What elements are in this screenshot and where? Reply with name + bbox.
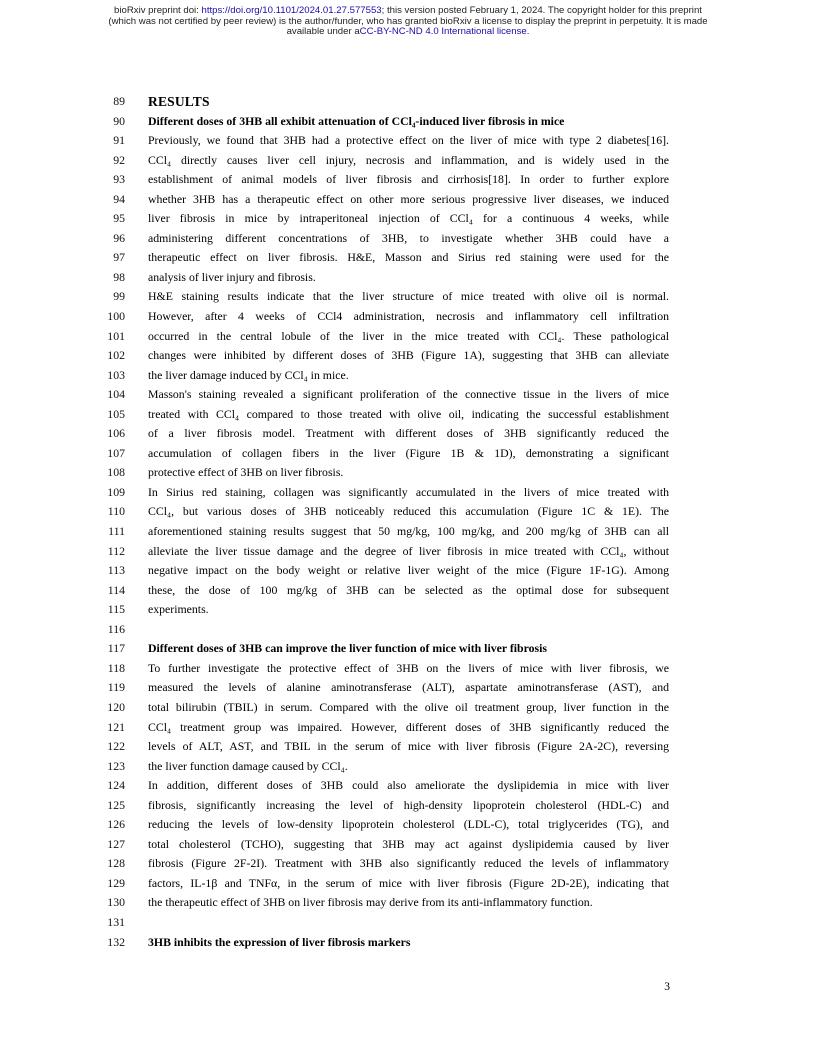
line-text: In addition, different doses of 3HB could also ameliorate the dyslipidemia in mice with liver [148,778,669,793]
line-number: 122 [107,739,125,754]
manuscript-line [0,287,816,307]
manuscript-line [0,933,816,953]
manuscript-line [0,815,816,835]
manuscript-line [0,522,816,542]
line-text: the therapeutic effect of 3HB on liver fibrosis may derive from its anti-inflammatory function. [148,895,593,910]
subsection-heading: 3HB inhibits the expression of liver fibrosis markers [148,934,411,949]
line-number: 89 [113,94,125,108]
line-text: occurred in the central lobule of the liver in the mice treated with CCl₄. These pathological [148,328,669,343]
manuscript-line [0,463,816,483]
line-number: 111 [108,524,125,539]
manuscript-line [0,366,816,386]
line-text: Previously, we found that 3HB had a protective effect on the liver of mice with type 2 diabetes[16]. [148,133,669,148]
line-text: total bilirubin (TBIL) in serum. Compared with the olive oil treatment group, liver function in the [148,699,669,714]
manuscript-line [0,190,816,210]
manuscript-line [0,229,816,249]
line-text: the liver damage induced by CCl₄ in mice. [148,367,349,382]
line-number: 112 [107,543,125,558]
header-line-1 [40,6,776,17]
line-number: 116 [107,621,125,636]
line-number: 92 [113,152,125,167]
manuscript-line [0,913,816,933]
line-number: 108 [107,465,125,480]
manuscript-line [0,639,816,659]
line-text: CCl₄, but various doses of 3HB noticeably reduced this accumulation (Figure 1C & 1E). The [148,504,669,519]
line-number: 113 [107,563,125,578]
line-text: protective effect of 3HB on liver fibrosis. [148,465,344,480]
line-text: alleviate the liver tissue damage and the degree of liver fibrosis in mice treated with CCl₄, without [148,543,669,558]
line-text: measured the levels of alanine aminotransferase (ALT), aspartate aminotransferase (AST), and [148,680,669,695]
line-number: 114 [107,582,125,597]
preprint-header [40,6,776,38]
line-number: 90 [113,113,125,128]
line-number: 91 [113,133,125,148]
manuscript-line [0,659,816,679]
line-text: fibrosis, significantly increasing the level of high-density lipoprotein cholesterol (HDL-C) and [148,797,669,812]
line-number: 103 [107,367,125,382]
header-line3-prefix: available under a [286,26,360,37]
manuscript-line [0,854,816,874]
line-text: fibrosis (Figure 2F-2I). Treatment with 3HB also significantly reduced the levels of inflammatory [148,856,669,871]
line-text: administering different concentrations of 3HB, to investigate whether 3HB could have a [148,230,669,245]
line-number: 128 [107,856,125,871]
manuscript-line [0,405,816,425]
line-text: Masson's staining revealed a significant proliferation of the connective tissue in the livers of mice [148,387,669,402]
line-text: aforementioned staining results suggest that 50 mg/kg, 100 mg/kg, and 200 mg/kg of 3HB can all [148,524,669,539]
line-number: 126 [107,817,125,832]
manuscript-line [0,170,816,190]
line-number: 101 [107,328,125,343]
manuscript-line [0,874,816,894]
line-number: 127 [107,836,125,851]
line-number: 123 [107,758,125,773]
manuscript-line [0,268,816,288]
line-number: 95 [113,211,125,226]
manuscript-line [0,385,816,405]
line-text: To further investigate the protective effect of 3HB on the livers of mice with liver fibrosis, we [148,660,669,675]
line-text: CCl₄ treatment group was impaired. However, different doses of 3HB significantly reduced the [148,719,669,734]
line-text: changes were inhibited by different doses of 3HB (Figure 1A), suggesting that 3HB can alleviate [148,348,669,363]
line-number: 132 [107,934,125,949]
manuscript-line [0,796,816,816]
line-number: 96 [113,230,125,245]
line-number: 130 [107,895,125,910]
line-text: treated with CCl₄ compared to those treated with olive oil, indicating the successful establishment [148,406,669,421]
manuscript-line [0,893,816,913]
line-number: 106 [107,426,125,441]
line-text: levels of ALT, AST, and TBIL in the serum of mice with liver fibrosis (Figure 2A-2C), reversing [148,739,669,754]
manuscript-body [0,92,816,952]
manuscript-line [0,424,816,444]
manuscript-line [0,678,816,698]
manuscript-line [0,444,816,464]
line-text: liver fibrosis in mice by intraperitoneal injection of CCl₄ for a continuous 4 weeks, while [148,211,669,226]
line-number: 109 [107,484,125,499]
line-number: 99 [113,289,125,304]
manuscript-line [0,248,816,268]
subsection-heading: Different doses of 3HB can improve the liver function of mice with liver fibrosis [148,641,547,656]
header-line3-suffix: . [526,26,530,37]
manuscript-line [0,581,816,601]
line-number: 115 [107,602,125,617]
manuscript-line [0,131,816,151]
license-link[interactable]: CC-BY-NC-ND 4.0 International license [359,26,527,37]
manuscript-line [0,209,816,229]
line-number: 105 [107,406,125,421]
line-number: 131 [107,914,125,929]
line-text: experiments. [148,602,209,617]
line-text: of a liver fibrosis model. Treatment with different doses of 3HB significantly reduced the [148,426,669,441]
header-line-2: (which was not certified by peer review) is the author/funder, who has granted bioRxiv a license to display the preprint in perpetuity. It is made [108,15,708,27]
line-text: the liver function damage caused by CCl₄. [148,758,348,773]
section-heading: RESULTS [148,94,210,109]
line-number: 94 [113,191,125,206]
line-text: factors, IL-1β and TNFα, in the serum of mice with liver fibrosis (Figure 2D-2E), indicating that [148,875,669,890]
manuscript-line [0,483,816,503]
line-text: analysis of liver injury and fibrosis. [148,269,316,284]
line-number: 125 [107,797,125,812]
manuscript-line [0,327,816,347]
page-number: 3 [664,981,670,993]
manuscript-line [0,307,816,327]
line-text: H&E staining results indicate that the liver structure of mice treated with olive oil is normal. [148,289,669,304]
manuscript-line [0,835,816,855]
line-text: accumulation of collagen fibers in the liver (Figure 1B & 1D), demonstrating a significant [148,445,669,460]
manuscript-line [0,561,816,581]
manuscript-line [0,542,816,562]
line-number: 98 [113,269,125,284]
header-line-3 [40,27,776,38]
line-text: reducing the levels of low-density lipoprotein cholesterol (LDL-C), total triglycerides (TG), and [148,817,669,832]
manuscript-line [0,620,816,640]
line-number: 110 [107,504,125,519]
line-number: 104 [107,387,125,402]
line-text: therapeutic effect on liver fibrosis. H&E, Masson and Sirius red staining were used for the [148,250,669,265]
line-text: total cholesterol (TCHO), suggesting that 3HB may act against dyslipidemia caused by liver [148,836,669,851]
line-text: these, the dose of 100 mg/kg of 3HB can be selected as the optimal dose for subsequent [148,582,669,597]
line-number: 107 [107,445,125,460]
line-text: establishment of animal models of liver fibrosis and cirrhosis[18]. In order to further explore [148,172,669,187]
line-text: However, after 4 weeks of CCl4 administration, necrosis and inflammatory cell infiltration [148,309,669,324]
header-prefix: bioRxiv preprint doi: [114,5,202,16]
line-number: 97 [113,250,125,265]
line-number: 93 [113,172,125,187]
line-number: 102 [107,348,125,363]
line-text: negative impact on the body weight or relative liver weight of the mice (Figure 1F-1G). Among [148,563,669,578]
manuscript-line [0,151,816,171]
line-number: 100 [107,309,125,324]
line-number: 119 [107,680,125,695]
manuscript-line [0,600,816,620]
manuscript-line [0,757,816,777]
line-number: 118 [107,660,125,675]
line-number: 124 [107,778,125,793]
line-number: 117 [107,641,125,656]
line-text: CCl₄ directly causes liver cell injury, necrosis and inflammation, and is widely used in the [148,152,669,167]
line-text: whether 3HB has a therapeutic effect on other more serious progressive liver diseases, we induced [148,191,669,206]
line-text: In Sirius red staining, collagen was significantly accumulated in the livers of mice treated with [148,484,669,499]
manuscript-line [0,737,816,757]
line-number: 129 [107,875,125,890]
manuscript-line [0,698,816,718]
manuscript-line [0,112,816,132]
manuscript-line [0,718,816,738]
manuscript-line [0,502,816,522]
doi-link[interactable]: https://doi.org/10.1101/2024.01.27.577553 [201,5,382,16]
manuscript-line [0,346,816,366]
manuscript-line [0,92,816,112]
manuscript-line [0,776,816,796]
subsection-heading: Different doses of 3HB all exhibit attenuation of CCl₄-induced liver fibrosis in mice [148,113,565,128]
line-number: 121 [107,719,125,734]
header-middle: ; this version posted February 1, 2024. The copyright holder for this preprint [381,5,702,16]
line-number: 120 [107,699,125,714]
